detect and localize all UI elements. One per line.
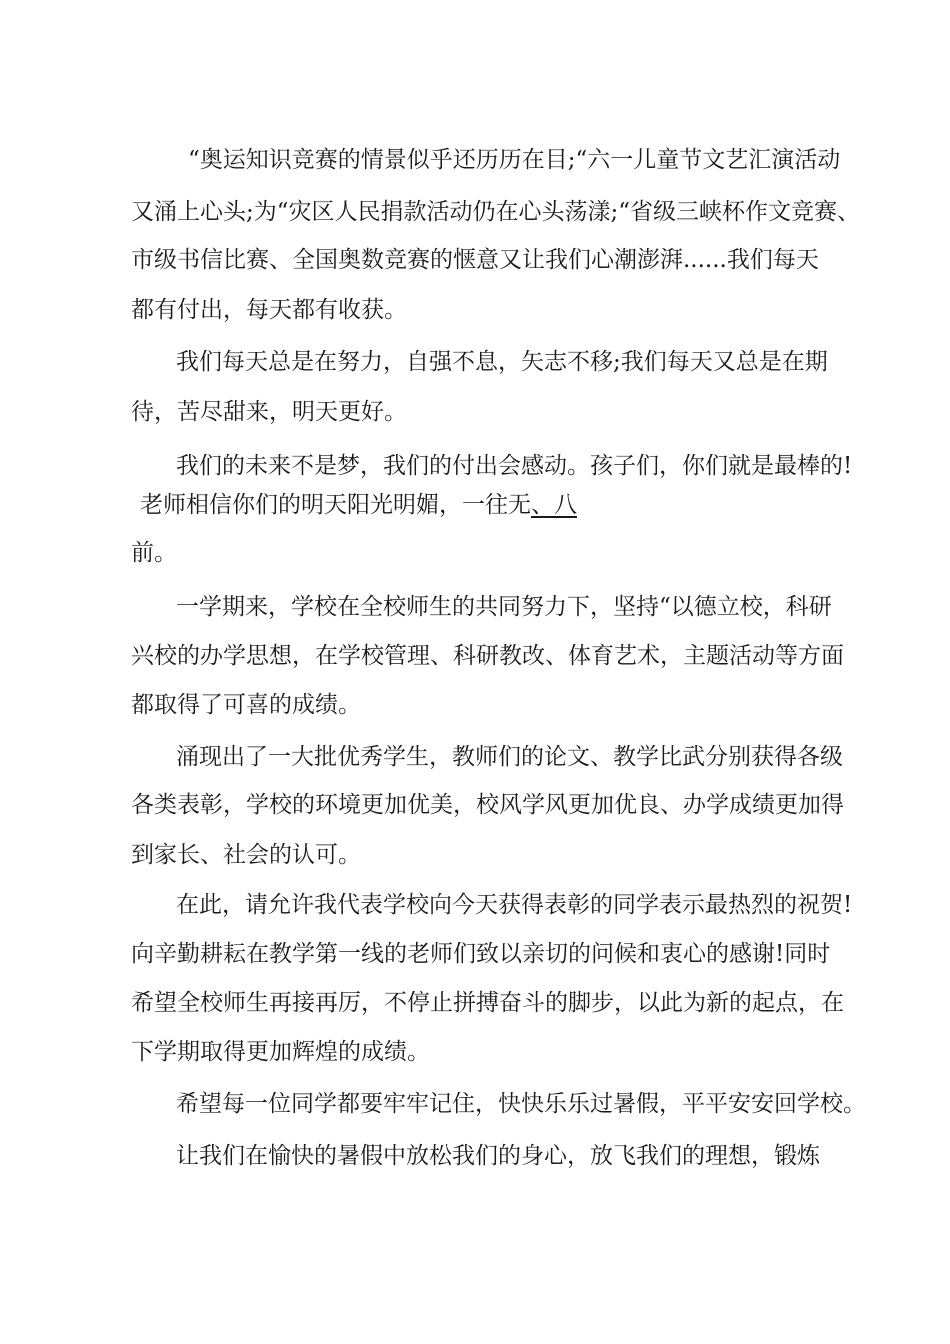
text-line: 希望每一位同学都要牢牢记住，快快乐乐过暑假，平平安安回学校。 <box>176 1091 866 1117</box>
text-line: 前。 <box>131 540 177 566</box>
text-line: 都有付出，每天都有收获。 <box>131 297 407 323</box>
text-line: 希望全校师生再接再厉，不停止拼搏奋斗的脚步，以此为新的起点，在 <box>131 990 844 1016</box>
text-line: 我们的未来不是梦，我们的付出会感动。孩子们，你们就是最棒的! <box>176 453 853 479</box>
text-line: 向辛勤耕耘在教学第一线的老师们致以亲切的问候和衷心的感谢!同时 <box>131 941 831 967</box>
text-line: 涌现出了一大批优秀学生，教师们的论文、教学比武分别获得各级 <box>176 744 843 770</box>
text-line: 兴校的办学思想，在学校管理、科研教改、体育艺术，主题活动等方面 <box>131 643 844 669</box>
text-line: 在此，请允许我代表学校向今天获得表彰的同学表示最热烈的祝贺! <box>176 892 853 918</box>
text-line <box>140 490 577 520</box>
text-fragment: 老师相信你们的明天阳光明媚，一往无 <box>140 492 531 518</box>
text-line: 到家长、社会的认可。 <box>131 842 361 868</box>
text-line: 让我们在愉快的暑假中放松我们的身心，放飞我们的理想，锻炼 <box>176 1143 820 1169</box>
text-line: 待，苦尽甜来，明天更好。 <box>131 399 407 425</box>
text-line: 又涌上心头;为“灾区人民捐款活动仍在心头荡漾;“省级三峡杯作文竞赛、 <box>131 199 861 225</box>
text-line: 下学期取得更加辉煌的成绩。 <box>131 1039 430 1065</box>
text-line: 我们每天总是在努力，自强不息，矢志不移;我们每天又总是在期 <box>176 349 828 375</box>
text-line: “奥运知识竞赛的情景似乎还历历在目;“六一儿童节文艺汇演活动 <box>188 147 841 173</box>
text-line: 一学期来，学校在全校师生的共同努力下，坚持“以德立校，科研 <box>176 594 832 620</box>
text-line: 都取得了可喜的成绩。 <box>131 692 361 718</box>
text-line: 市级书信比赛、全国奥数竞赛的惬意又让我们心潮澎湃......我们每天 <box>131 247 819 273</box>
text-line: 各类表彰，学校的环境更加优美，校风学风更加优良、办学成绩更加得 <box>131 792 844 818</box>
underlined-fragment: 、八 <box>531 492 577 518</box>
